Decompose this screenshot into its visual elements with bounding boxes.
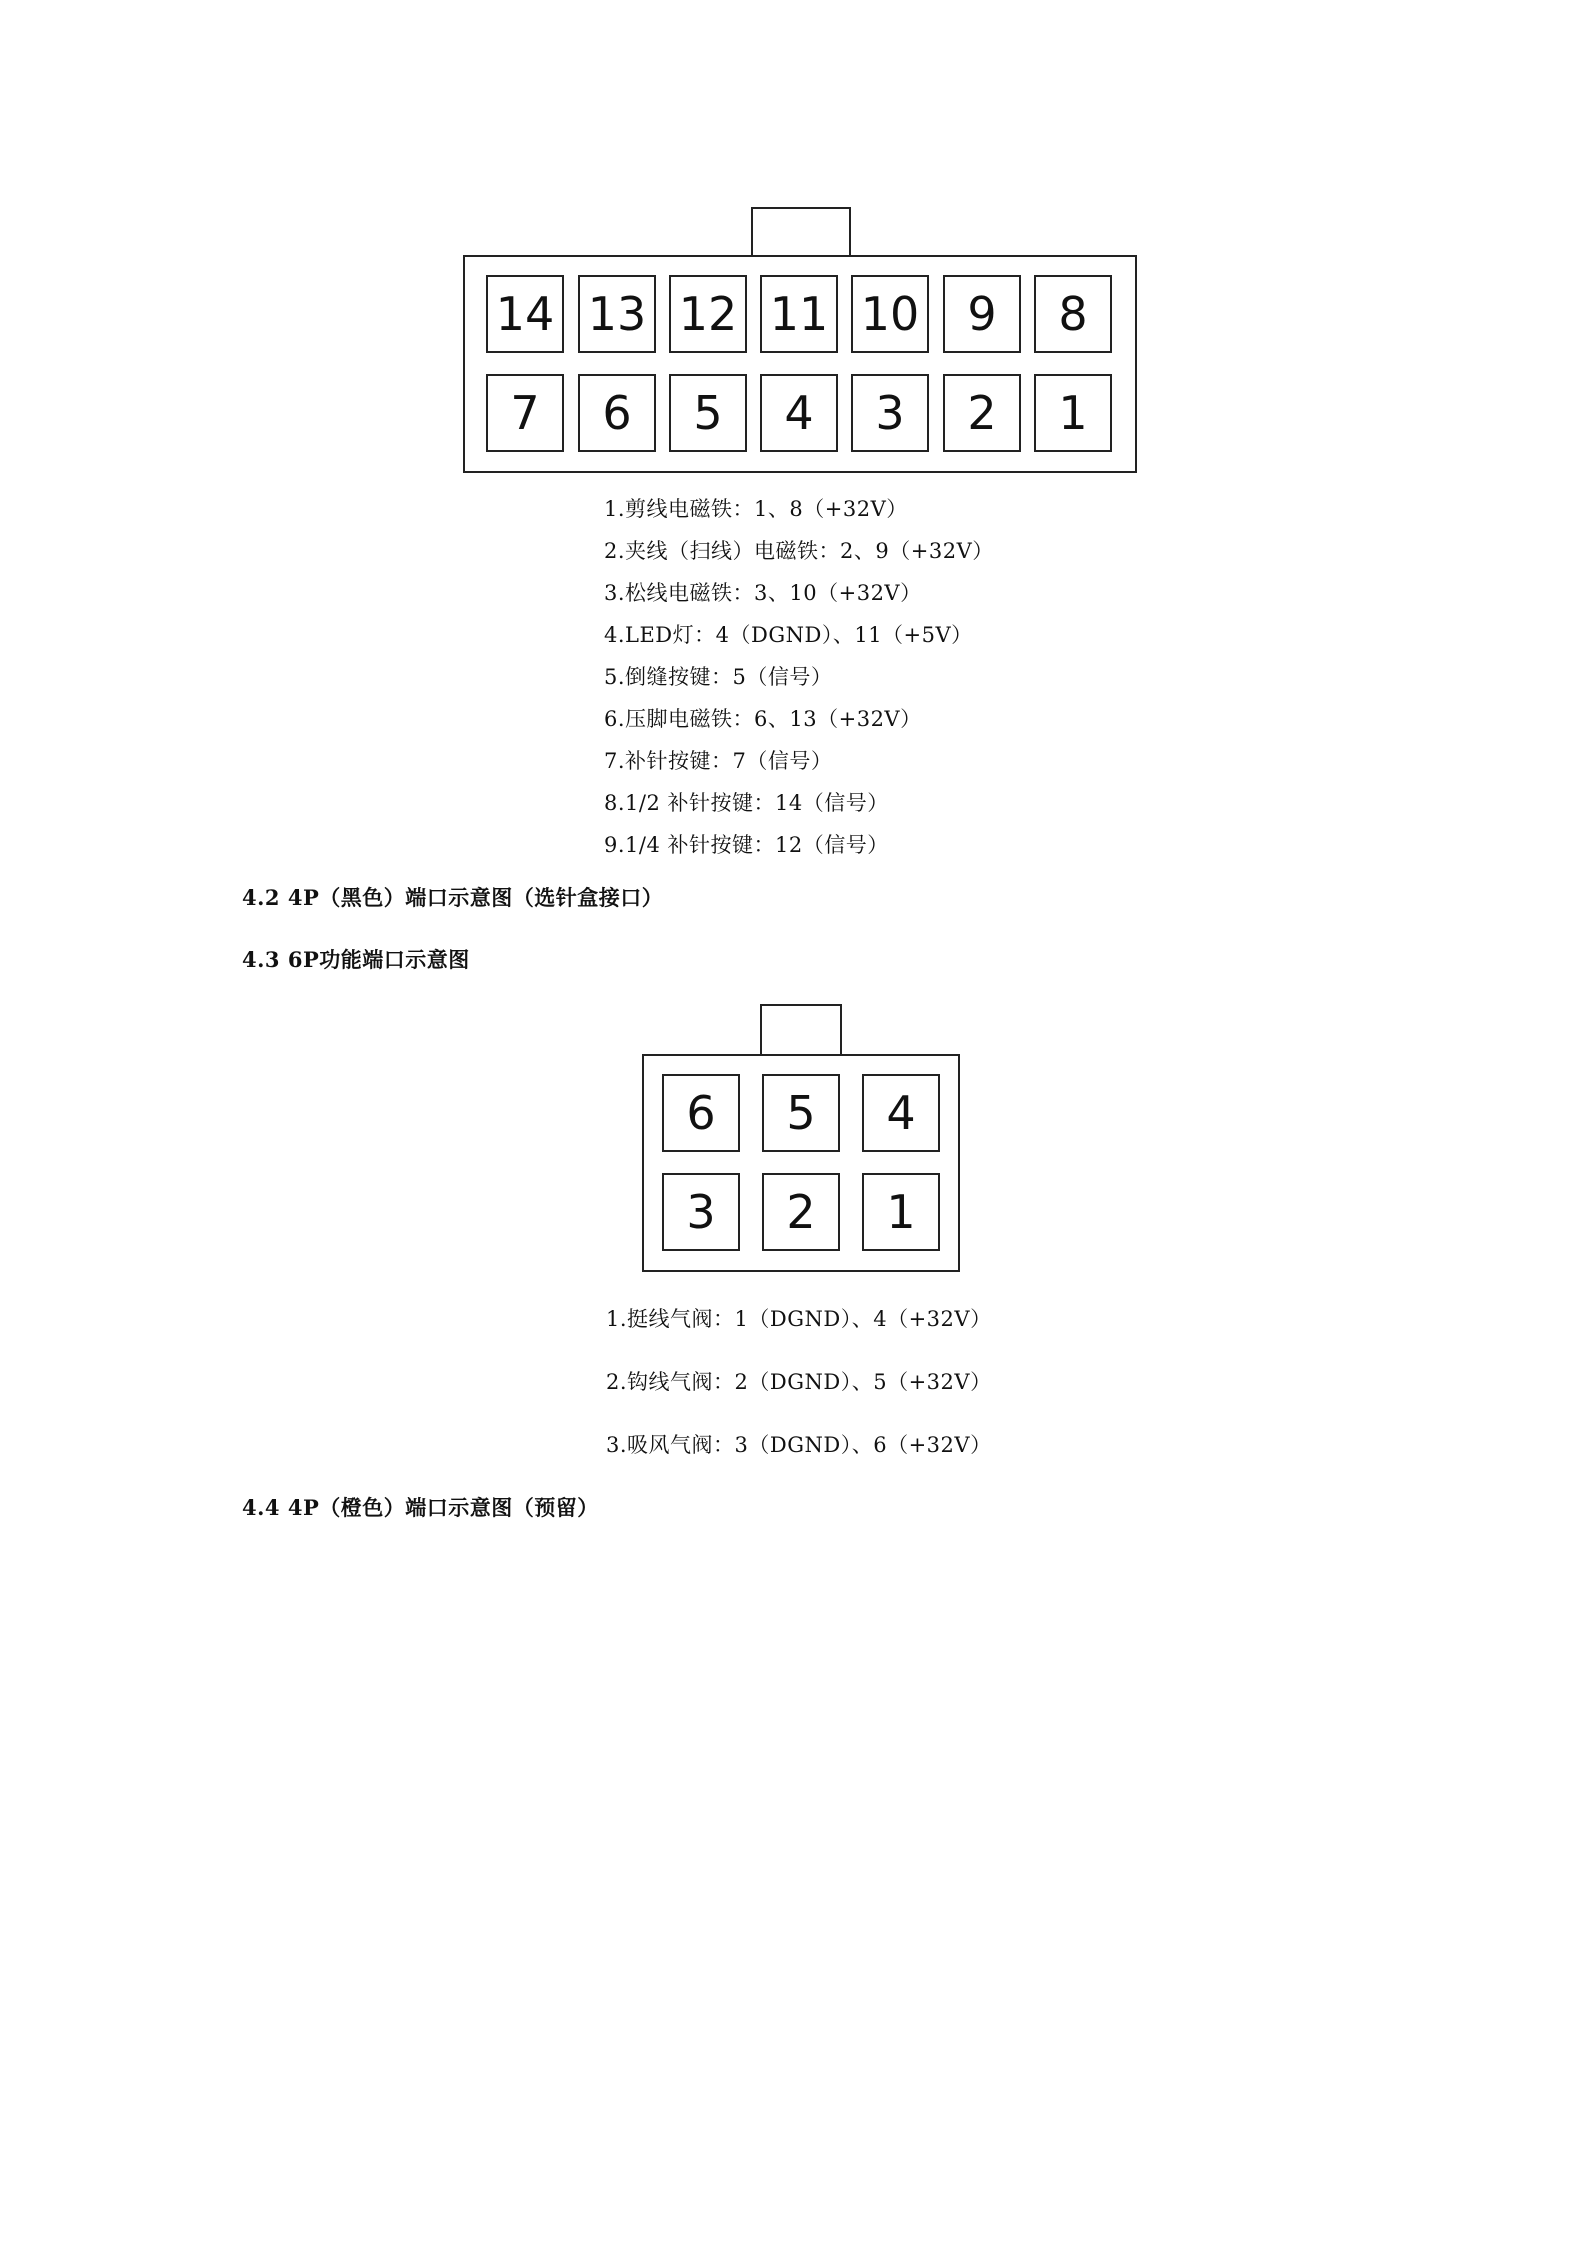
list-item: 2.夹线（扫线）电磁铁：2、9（+32V） xyxy=(604,539,994,563)
pin-3: 3 xyxy=(851,374,929,452)
pin-2: 2 xyxy=(762,1173,840,1251)
pin-6: 6 xyxy=(578,374,656,452)
pin-5: 5 xyxy=(762,1074,840,1152)
section-heading-4-4: 4.4 4P（橙色）端口示意图（预留） xyxy=(242,1495,599,1520)
list-item: 4.LED灯：4（DGND）、11（+5V） xyxy=(604,623,973,647)
list-item: 8.1/2 补针按键：14（信号） xyxy=(604,791,889,815)
pin-9: 9 xyxy=(943,275,1021,353)
pin-1: 1 xyxy=(862,1173,940,1251)
pin-13: 13 xyxy=(578,275,656,353)
pin-12: 12 xyxy=(669,275,747,353)
pin-10: 10 xyxy=(851,275,929,353)
list-item: 5.倒缝按键：5（信号） xyxy=(604,665,833,689)
pin-8: 8 xyxy=(1034,275,1112,353)
connector-latch xyxy=(751,207,851,257)
pin-11: 11 xyxy=(760,275,838,353)
list-item: 7.补针按键：7（信号） xyxy=(604,749,833,773)
pin-7: 7 xyxy=(486,374,564,452)
list-item: 3.吸风气阀：3（DGND）、6（+32V） xyxy=(606,1433,992,1457)
section-heading-4-2: 4.2 4P（黑色）端口示意图（选针盒接口） xyxy=(242,885,664,910)
pin-5: 5 xyxy=(669,374,747,452)
connector-latch xyxy=(760,1004,842,1056)
pin-4: 4 xyxy=(760,374,838,452)
list-item: 6.压脚电磁铁：6、13（+32V） xyxy=(604,707,922,731)
pin-1: 1 xyxy=(1034,374,1112,452)
list-item: 1.挺线气阀：1（DGND）、4（+32V） xyxy=(606,1307,992,1331)
pin-6: 6 xyxy=(662,1074,740,1152)
pin-14: 14 xyxy=(486,275,564,353)
list-item: 3.松线电磁铁：3、10（+32V） xyxy=(604,581,922,605)
list-item: 1.剪线电磁铁：1、8（+32V） xyxy=(604,497,908,521)
list-item: 2.钩线气阀：2（DGND）、5（+32V） xyxy=(606,1370,992,1394)
section-heading-4-3: 4.3 6P功能端口示意图 xyxy=(242,947,470,972)
list-item: 9.1/4 补针按键：12（信号） xyxy=(604,833,889,857)
pin-3: 3 xyxy=(662,1173,740,1251)
pin-2: 2 xyxy=(943,374,1021,452)
pin-4: 4 xyxy=(862,1074,940,1152)
